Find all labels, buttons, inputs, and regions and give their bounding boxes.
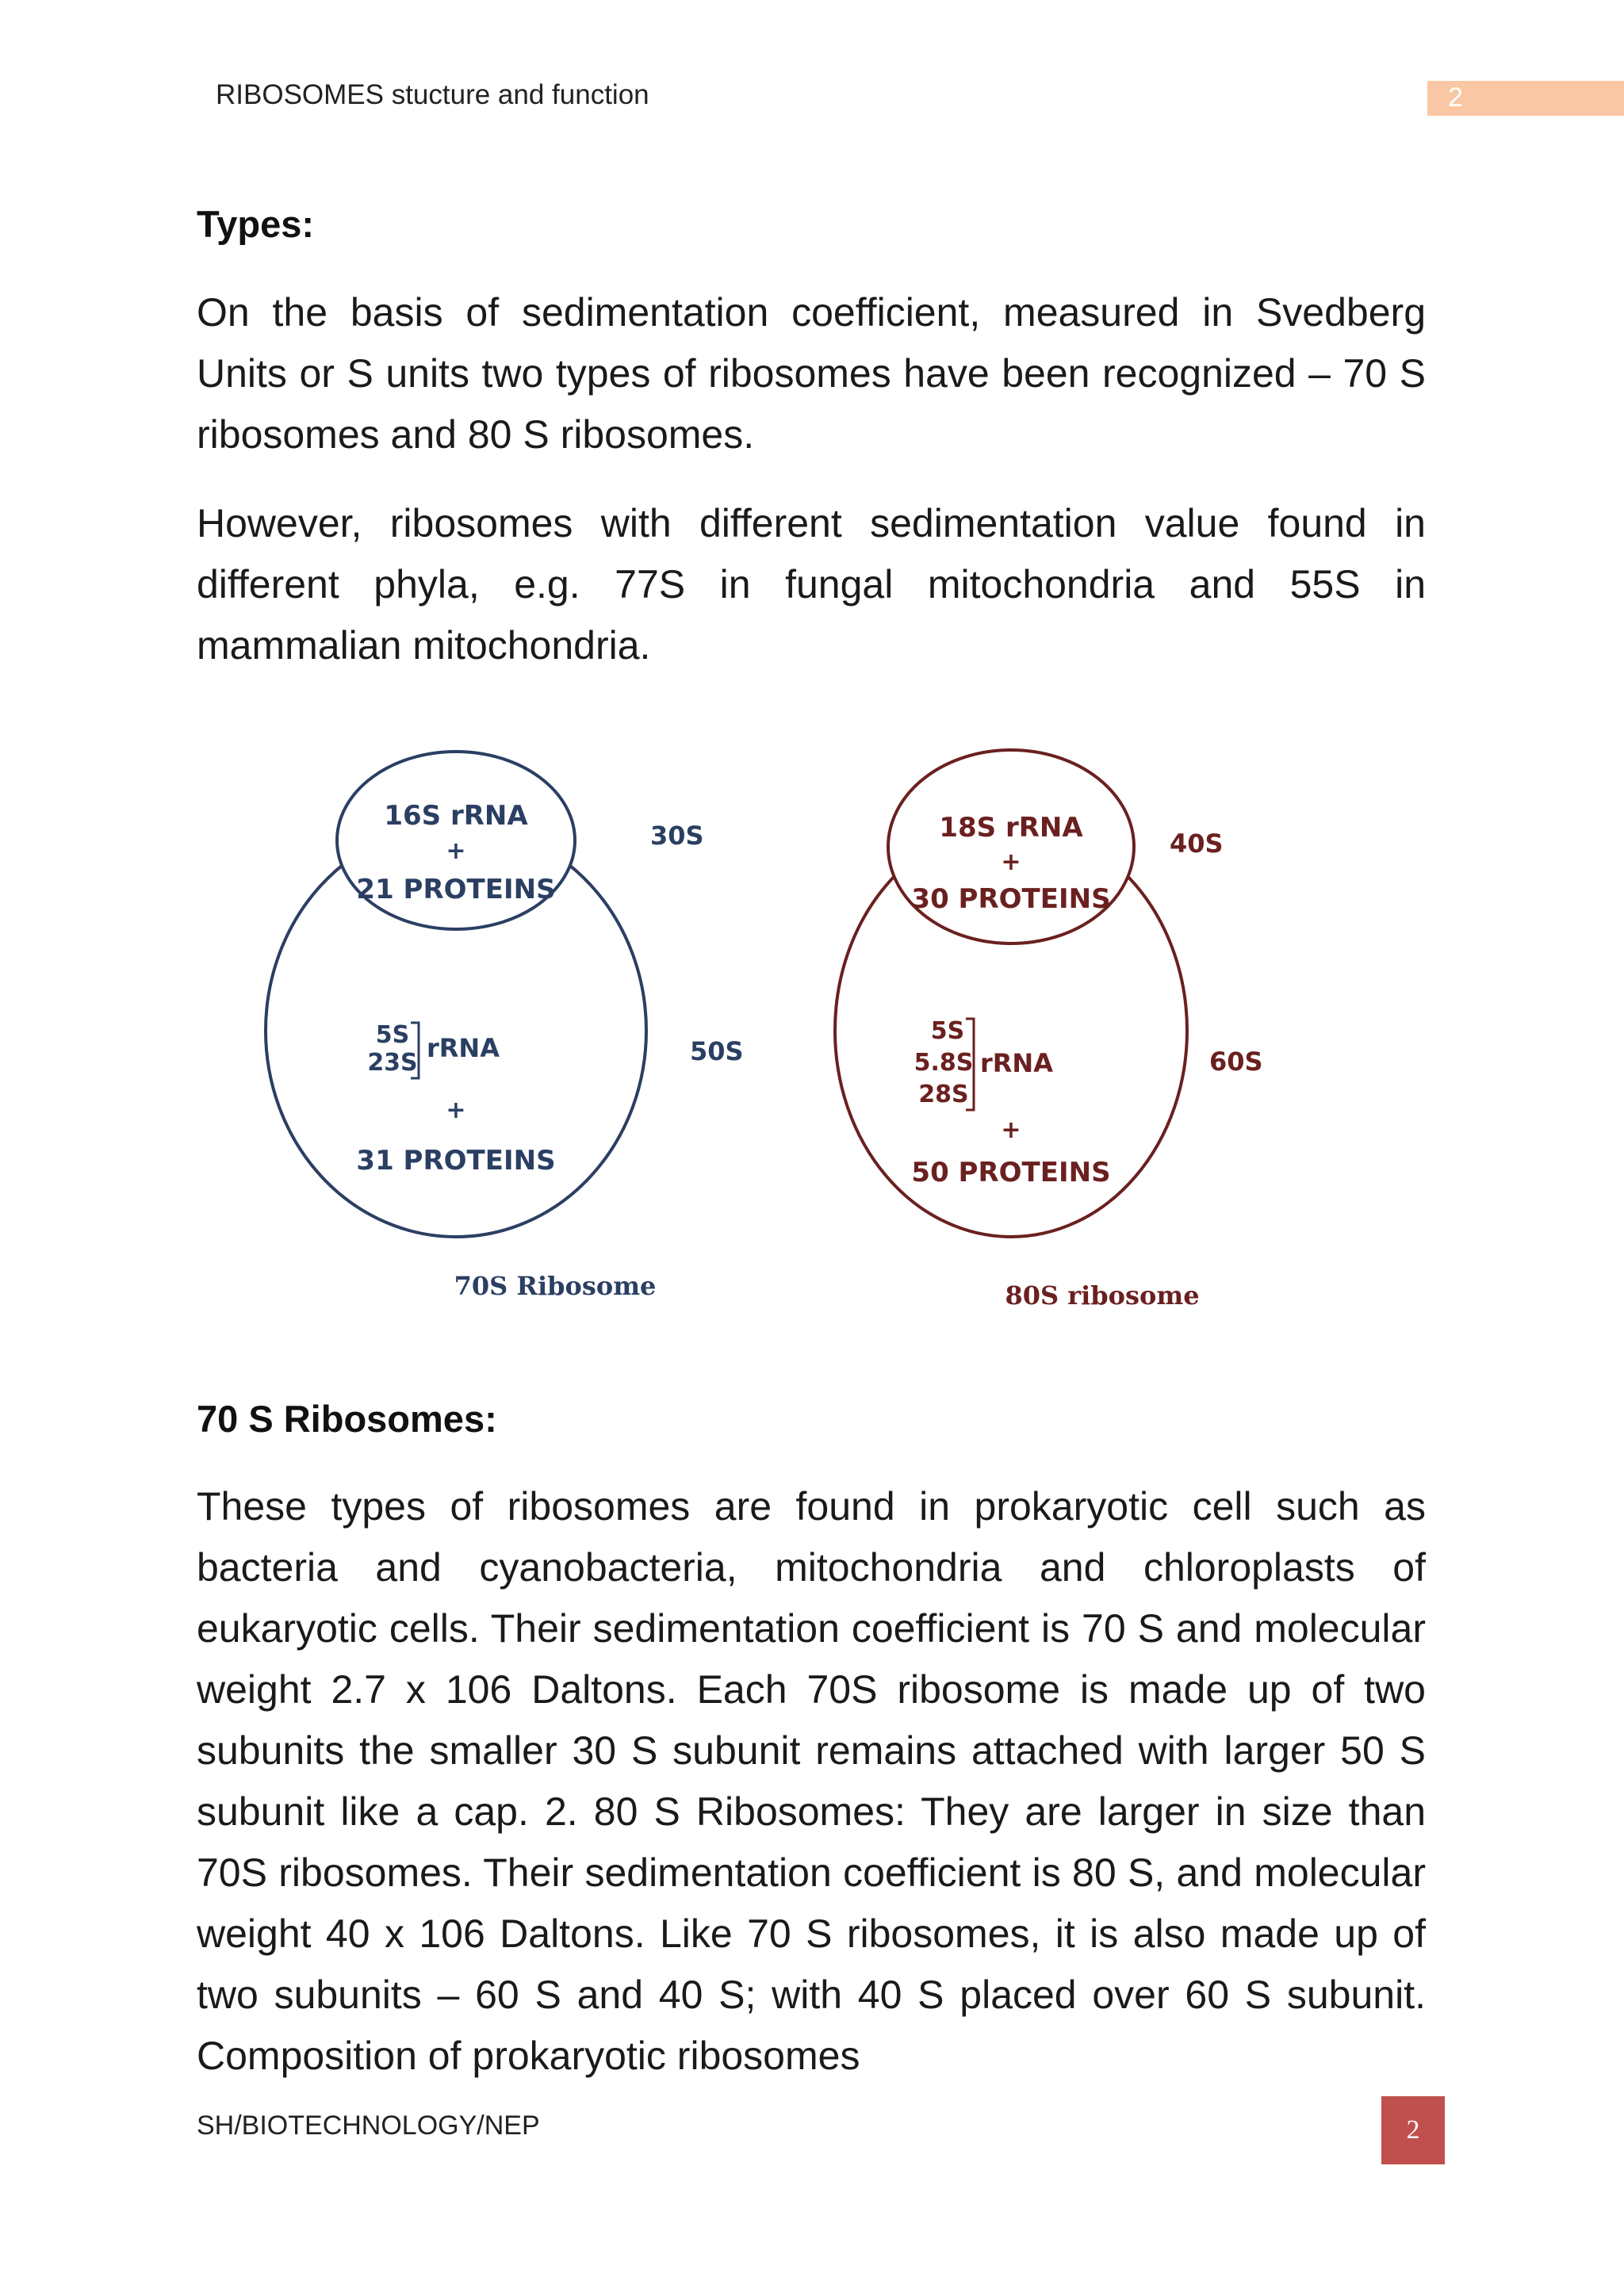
r80-5s: 5S — [930, 1017, 965, 1045]
r80-label-60s: 60S — [1209, 1047, 1263, 1077]
r80-label-40s: 40S — [1170, 828, 1224, 859]
types-paragraph-2: However, ribosomes with different sedimentation value found in different phyla, e.g. 77S in fungal mitochondria and 55S in mammalian mitochondria. — [197, 501, 1426, 668]
r80-28s: 28S — [918, 1081, 969, 1108]
ribosomes-70s-heading: 70 S Ribosomes: — [197, 1398, 497, 1440]
r70-small-rrna: 16S rRNA — [384, 800, 528, 832]
r80-58s: 5.8S — [914, 1049, 974, 1077]
r80-large-plus: + — [1001, 1116, 1021, 1144]
r80-large-proteins: 50 PROTEINS — [911, 1157, 1111, 1188]
r70-caption: 70S Ribosome — [454, 1271, 657, 1301]
footer-page-number: 2 — [1381, 2096, 1445, 2164]
ribosome-70s-diagram — [266, 752, 744, 1301]
footer-text: SH/BIOTECHNOLOGY/NEP — [197, 2110, 540, 2141]
r70-label-50s: 50S — [690, 1036, 744, 1066]
r80-rrna: rRNA — [980, 1048, 1053, 1078]
r70-label-30s: 30S — [650, 821, 704, 851]
types-heading: Types: — [197, 203, 314, 245]
r70-5s: 5S — [375, 1021, 410, 1049]
r70-large-proteins: 31 PROTEINS — [356, 1145, 556, 1177]
types-paragraph-1: On the basis of sedimentation coefficient, measured in Svedberg Units or S units two types of ribosomes have been recognized – 70 S ribosomes and 80 S ribosomes. — [197, 290, 1426, 457]
r80-small-rrna: 18S rRNA — [939, 812, 1083, 844]
r70-small-proteins: 21 PROTEINS — [356, 874, 556, 905]
r70-rrna: rRNA — [427, 1033, 500, 1063]
ribosome-80s-diagram — [835, 750, 1263, 1311]
header-page-number: 2 — [1448, 82, 1463, 113]
ribosomes-70s-paragraph: These types of ribosomes are found in prokaryotic cell such as bacteria and cyanobacteria, mitochondria and chloroplasts of eukaryotic cells. Their sedimentation coefficient is 70 S and molecular weight 2.7 x 106 Daltons. Each 70S ribosome is made up of two subunits the smaller 30 S subunit remains attached with larger 50 S subunit like a cap. 2. 80 S Ribosomes: They are larger in size than 70S ribosomes. Their sedimentation coefficient is 80 S, and molecular weight 40 x 106 Daltons. Like 70 S ribosomes, it is also made up of two subunits – 60 S and 40 S; with 40 S placed over 60 S subunit. Composition of prokaryotic ribosomes — [197, 1484, 1426, 2078]
r80-small-plus: + — [1001, 848, 1021, 876]
r80-caption: 80S ribosome — [1005, 1280, 1200, 1311]
r80-small-proteins: 30 PROTEINS — [911, 883, 1111, 915]
r70-small-plus: + — [446, 837, 466, 865]
header-title: RIBOSOMES stucture and function — [216, 79, 649, 110]
r70-23s: 23S — [367, 1049, 418, 1077]
ribosome-figure — [262, 718, 1293, 1336]
r70-large-plus: + — [446, 1096, 466, 1124]
